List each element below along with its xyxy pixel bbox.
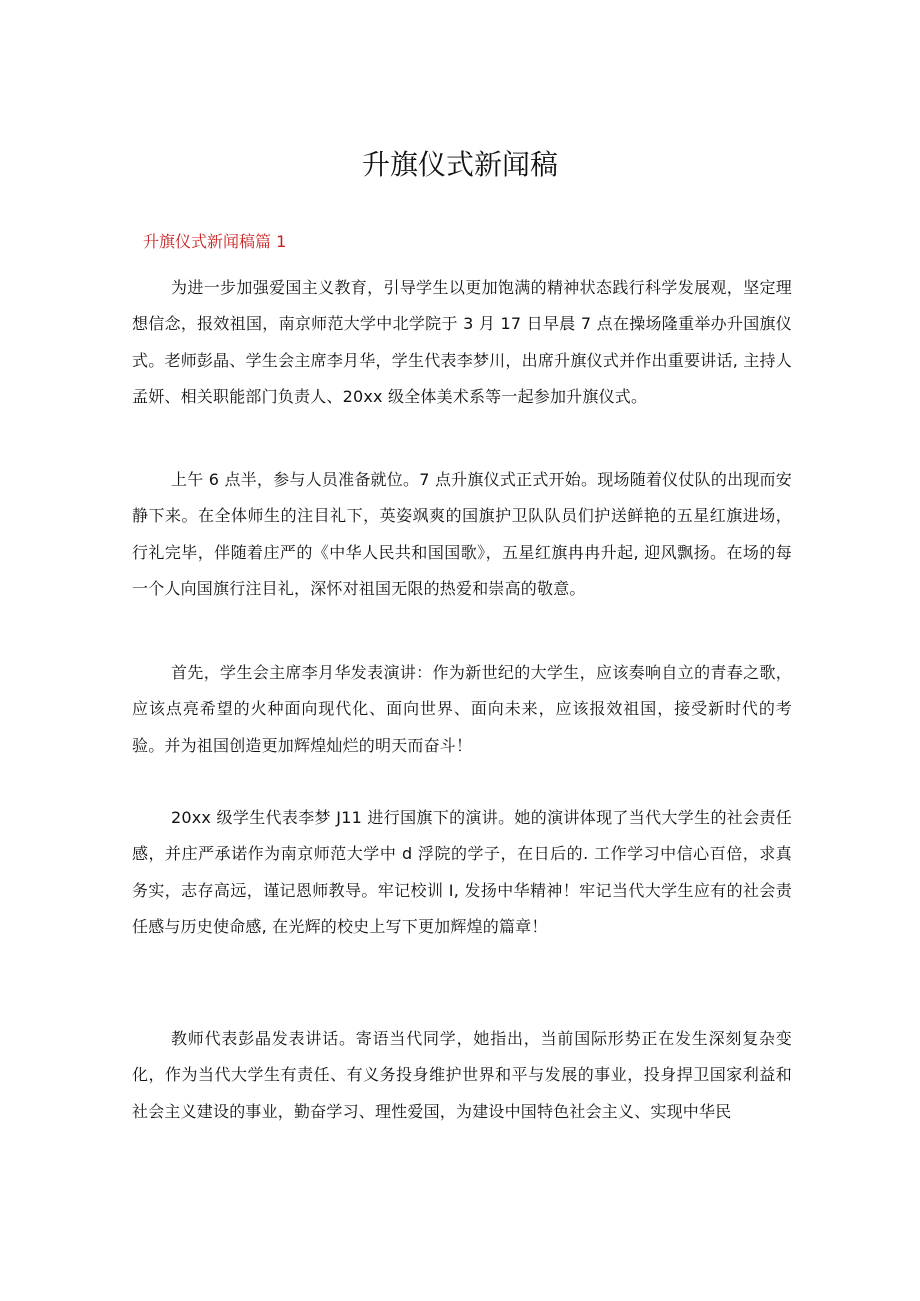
paragraph-4: 20xx 级学生代表李梦 J11 进行国旗下的演讲。她的演讲体现了当代大学生的社会责任感，并庄严承诺作为南京师范大学中 d 浮院的学子，在日后的. 工作学习中信心百倍，求真务实，志存高远，谨记恩师教导。牢记校训 I, 发扬中华精神！牢记当代大学生应有的社会责任感与历史使命感, 在光辉的校史上写下更加辉煌的篇章！: [132, 808, 792, 937]
page-title: 升旗仪式新闻稿: [361, 148, 558, 181]
section-heading: 升旗仪式新闻稿篇 1: [143, 232, 287, 251]
paragraph-5: 教师代表彭晶发表讲话。寄语当代同学，她指出，当前国际形势正在发生深刻复杂变化，作为当代大学生有责任、有义务投身维护世界和平与发展的事业，投身捍卫国家利益和社会主义建设的事业，勤奋学习、理性爱国，为建设中国特色社会主义、实现中华民: [132, 1029, 792, 1121]
paragraph-3: 首先，学生会主席李月华发表演讲：作为新世纪的大学生，应该奏响自立的青春之歌，应该点亮希望的火种面向现代化、面向世界、面向未来，应该报效祖国，接受新时代的考验。并为祖国创造更加辉煌灿烂的明天而奋斗！: [132, 663, 792, 755]
paragraph-1: 为进一步加强爱国主义教育，引导学生以更加饱满的精神状态践行科学发展观，坚定理想信念，报效祖国，南京师范大学中北学院于 3 月 17 日早晨 7 点在操场隆重举办升国旗仪式。老师彭晶、学生会主席李月华，学生代表李梦川，出席升旗仪式并作出重要讲话, 主持人孟妍、相关职能部门负责人、20xx 级全体美术系等一起参加升旗仪式。: [132, 278, 792, 407]
paragraph-2: 上午 6 点半，参与人员准备就位。7 点升旗仪式正式开始。现场随着仪仗队的出现而安静下来。在全体师生的注目礼下，英姿飒爽的国旗护卫队队员们护送鲜艳的五星红旗进场，行礼完毕，伴随着庄严的《中华人民共和国国歌》，五星红旗冉冉升起, 迎风飘扬。在场的每一个人向国旗行注目礼，深怀对祖国无限的热爱和崇高的敬意。: [132, 470, 792, 599]
